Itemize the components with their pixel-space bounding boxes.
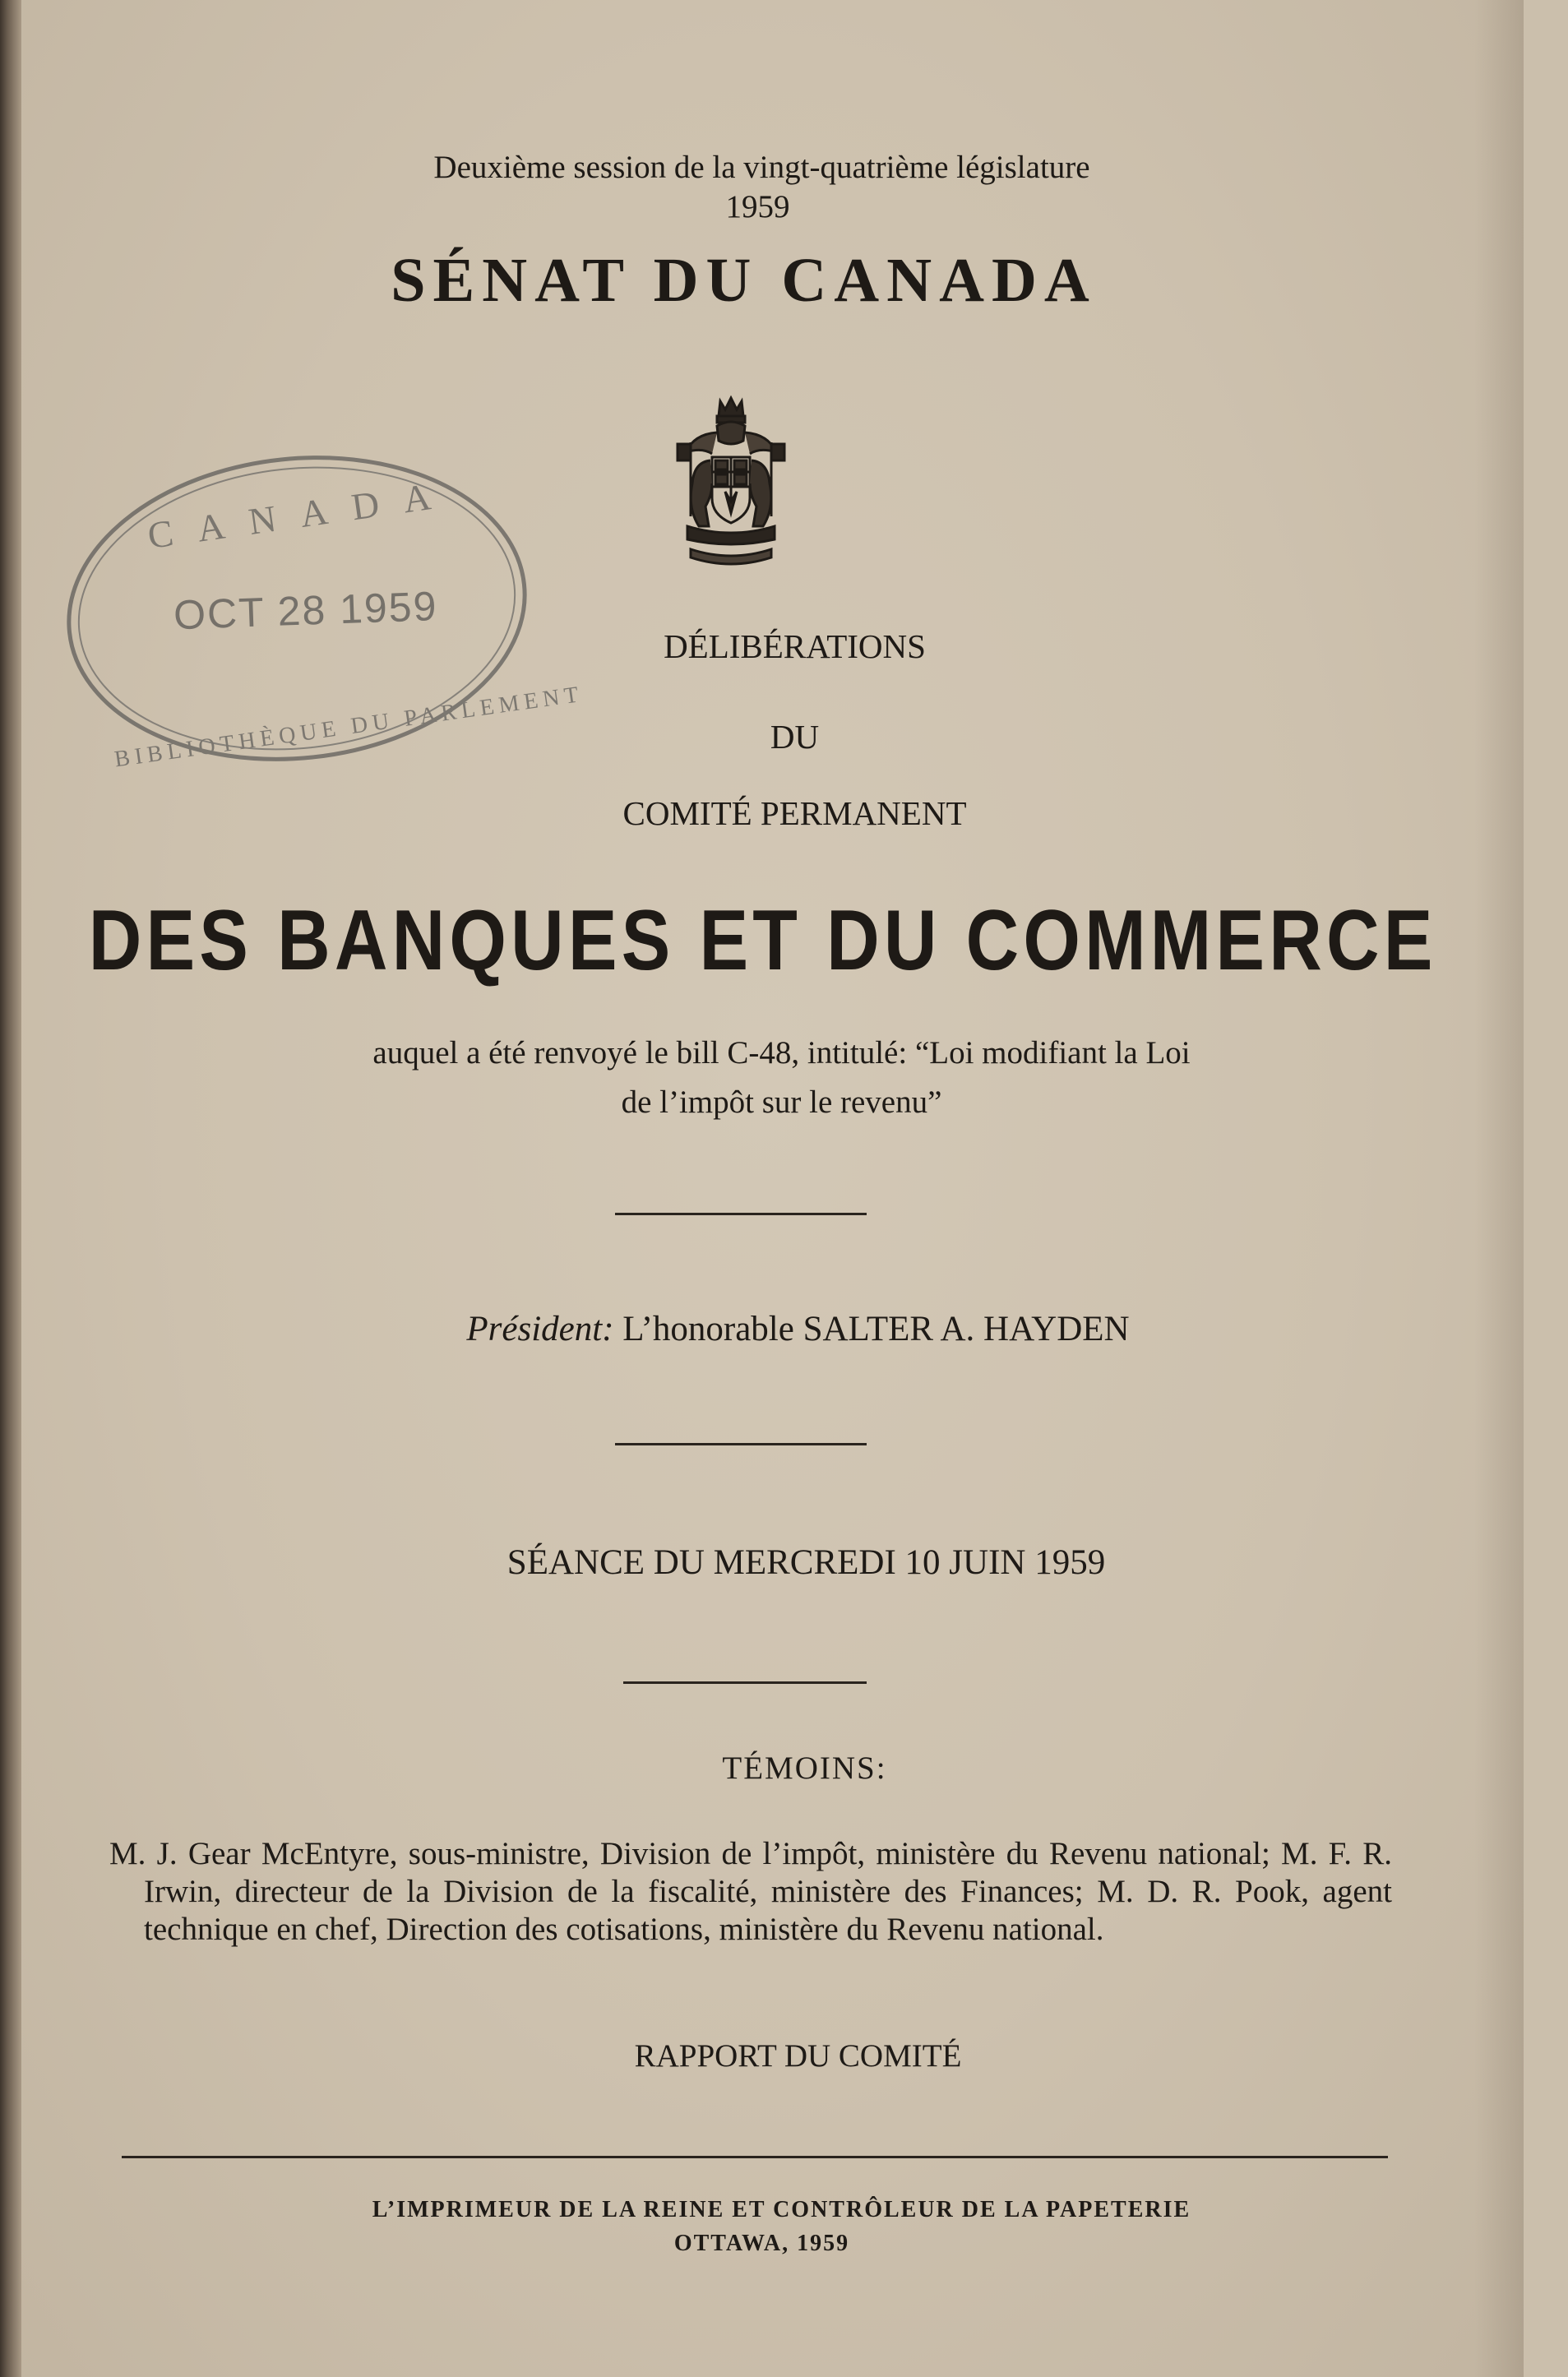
session-year: 1959 [725,189,790,224]
session-line: Deuxième session de la vingt-quatrième législature [433,150,1090,185]
witnesses-list: M. J. Gear McEntyre, sous-ministre, Division de l’impôt, ministère du Revenu national; M. F. R. Irwin, directeur de la Division de la fiscalité, ministère des Finances; M. D. R. Pook, agent technique en chef, Direction des cotisations, ministère du Revenu national. [109,1836,1392,1947]
committee-report-heading: RAPPORT DU COMITÉ [634,2038,962,2074]
committee-name: DES BANQUES ET DU COMMERCE [88,893,1437,988]
stamp-date-text: OCT 28 1959 [173,583,439,639]
chair-line [36,1309,1560,1349]
printer-place: OTTAWA, 1959 [673,2231,850,2256]
title-du: DU [770,718,820,756]
title-deliberations: DÉLIBÉRATIONS [664,627,926,665]
book-spine-edge [0,0,21,2377]
footer-divider [122,2156,1388,2158]
divider-3 [623,1681,867,1684]
chair-role: Président: [466,1310,614,1348]
title-standing-committee: COMITÉ PERMANENT [622,794,967,832]
stamp-country-text: CANADA [145,472,458,557]
printer-line: L’IMPRIMEUR DE LA REINE ET CONTRÔLEUR DE LA PAPETERIE [372,2197,1191,2222]
page-edge-shadow [1474,0,1524,2377]
coat-of-arms-icon [669,393,793,574]
sitting-date: SÉANCE DU MERCREDI 10 JUIN 1959 [506,1543,1106,1582]
witnesses-heading: TÉMOINS: [722,1750,887,1786]
divider-2 [615,1443,867,1445]
bill-line-2: de l’impôt sur le revenu” [621,1084,942,1120]
stamp-library-text: BIBLIOTHÈQUE DU PARLEMENT [113,681,585,773]
senate-title: SÉNAT DU CANADA [391,246,1097,315]
chair-name: L’honorable SALTER A. HAYDEN [622,1310,1130,1348]
divider-1 [615,1213,867,1215]
bill-line-1: auquel a été renvoyé le bill C-48, intitulé: “Loi modifiant la Loi [372,1035,1191,1071]
